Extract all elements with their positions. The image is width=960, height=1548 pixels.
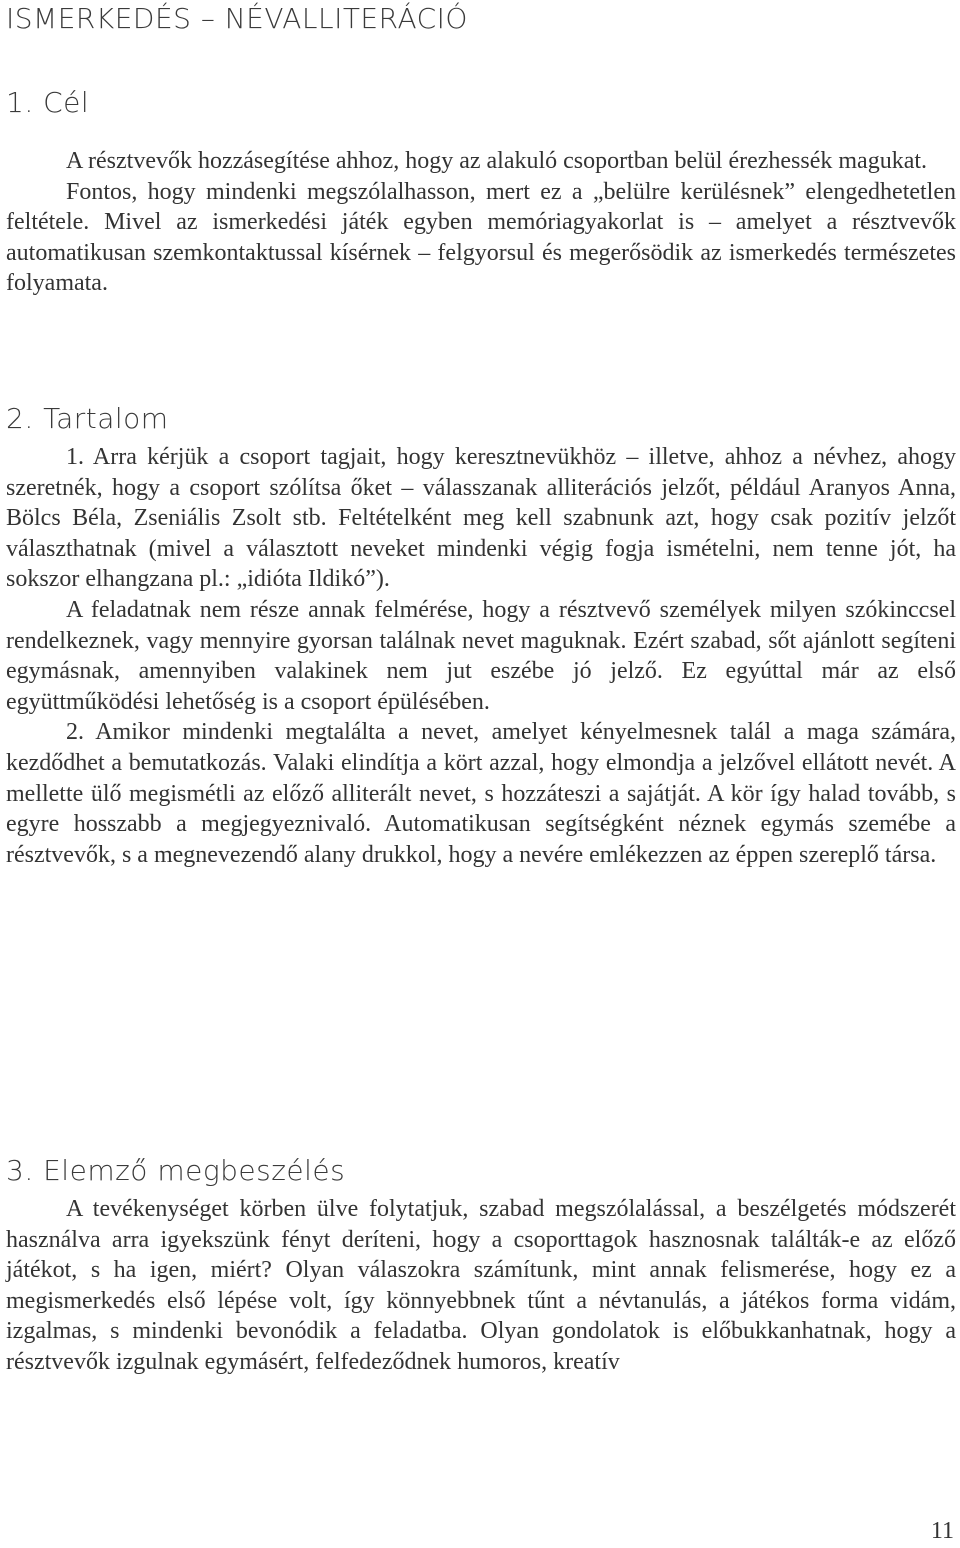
section-heading-discussion: 3. Elemző megbeszélés [6,1154,346,1187]
section-body-discussion [6,1194,956,1378]
paragraph: Fontos, hogy mindenki megszólalhasson, mert ez a „belülre kerülésnek” elengedhetetlen feltétele. Mivel az ismerkedési játék egyben memóriagyakorlat is – amelyet a résztvevők automatikusan szemkontaktussal kísérnek – felgyorsul és megerősödik az ismerkedés természetes folyamata. [6,178,956,297]
paragraph: A feladatnak nem része annak felmérése, hogy a résztvevő személyek milyen szókinccsel rendelkeznek, vagy mennyire gyorsan találnak nevet maguknak. Ezért szabad, sőt ajánlott segíteni egymásnak, amennyiben valakinek nem jut eszébe jó jelző. Ez egyúttal már az első együttműködési lehetőség is a csoport épülésében. [6,596,956,715]
section-heading-content: 2. Tartalom [6,402,169,435]
paragraph: 2. Amikor mindenki megtalálta a nevet, amelyet kényelmesnek talál a maga számára, kezdődhet a bemutatkozás. Valaki elindítja a kört azzal, hogy elmondja a jelzővel ellátott nevét. A mellette ülő megismétli az előző alliterált nevet, s hozzáteszi a sajátját. A kör így halad tovább, s egyre hosszabb a megjegyeznivaló. Automatikusan segítségként néznek egymás szemébe a résztvevők, s a megnevezendő alany drukkol, hogy a nevére emlékezzen az éppen szereplő társa. [6,719,956,868]
section-body-goal [6,146,956,299]
section-body-content [6,442,956,870]
page-number: 11 [930,1518,954,1544]
paragraph: A résztvevők hozzásegítése ahhoz, hogy az alakuló csoportban belül érezhessék magukat. [66,148,928,174]
paragraph: 1. Arra kérjük a csoport tagjait, hogy keresztnevükhöz – illetve, ahhoz a névhez, ahogy szeretnék, hogy a csoport szólítsa őket – válasszanak alliterációs jelzőt, például Aranyos Anna, Bölcs Béla, Zseniális Zsolt stb. Feltételként meg kell szabnunk azt, hogy csak pozitív jelzőt választhatnak (mivel a választott neveket mindenki végig fogja ismételni, nem tenne jót, ha sokszor elhangzana pl.: „idióta Ildikó”). [6,444,956,593]
section-heading-goal: 1. Cél [6,86,90,119]
document-title: ISMERKEDÉS – NÉVALLITERÁCIÓ [6,2,468,35]
paragraph: A tevékenységet körben ülve folytatjuk, szabad megszólalással, a beszélgetés módszerét használva arra igyekszünk fényt deríteni, hogy a csoporttagok hasznosnak találták-e az előző játékot, s ha igen, miért? Olyan válaszokra számítunk, mint annak felismerése, hogy ez a megismerkedés első lépése volt, így könnyebbnek tűnt a névtanulás, a játékos forma vidám, izgalmas, s mindenki bevonódik a feladatba. Olyan gondolatok is előbukkanhatnak, hogy a résztvevők izgulnak egymásért, felfedeződnek humoros, kreatív [6,1196,956,1375]
